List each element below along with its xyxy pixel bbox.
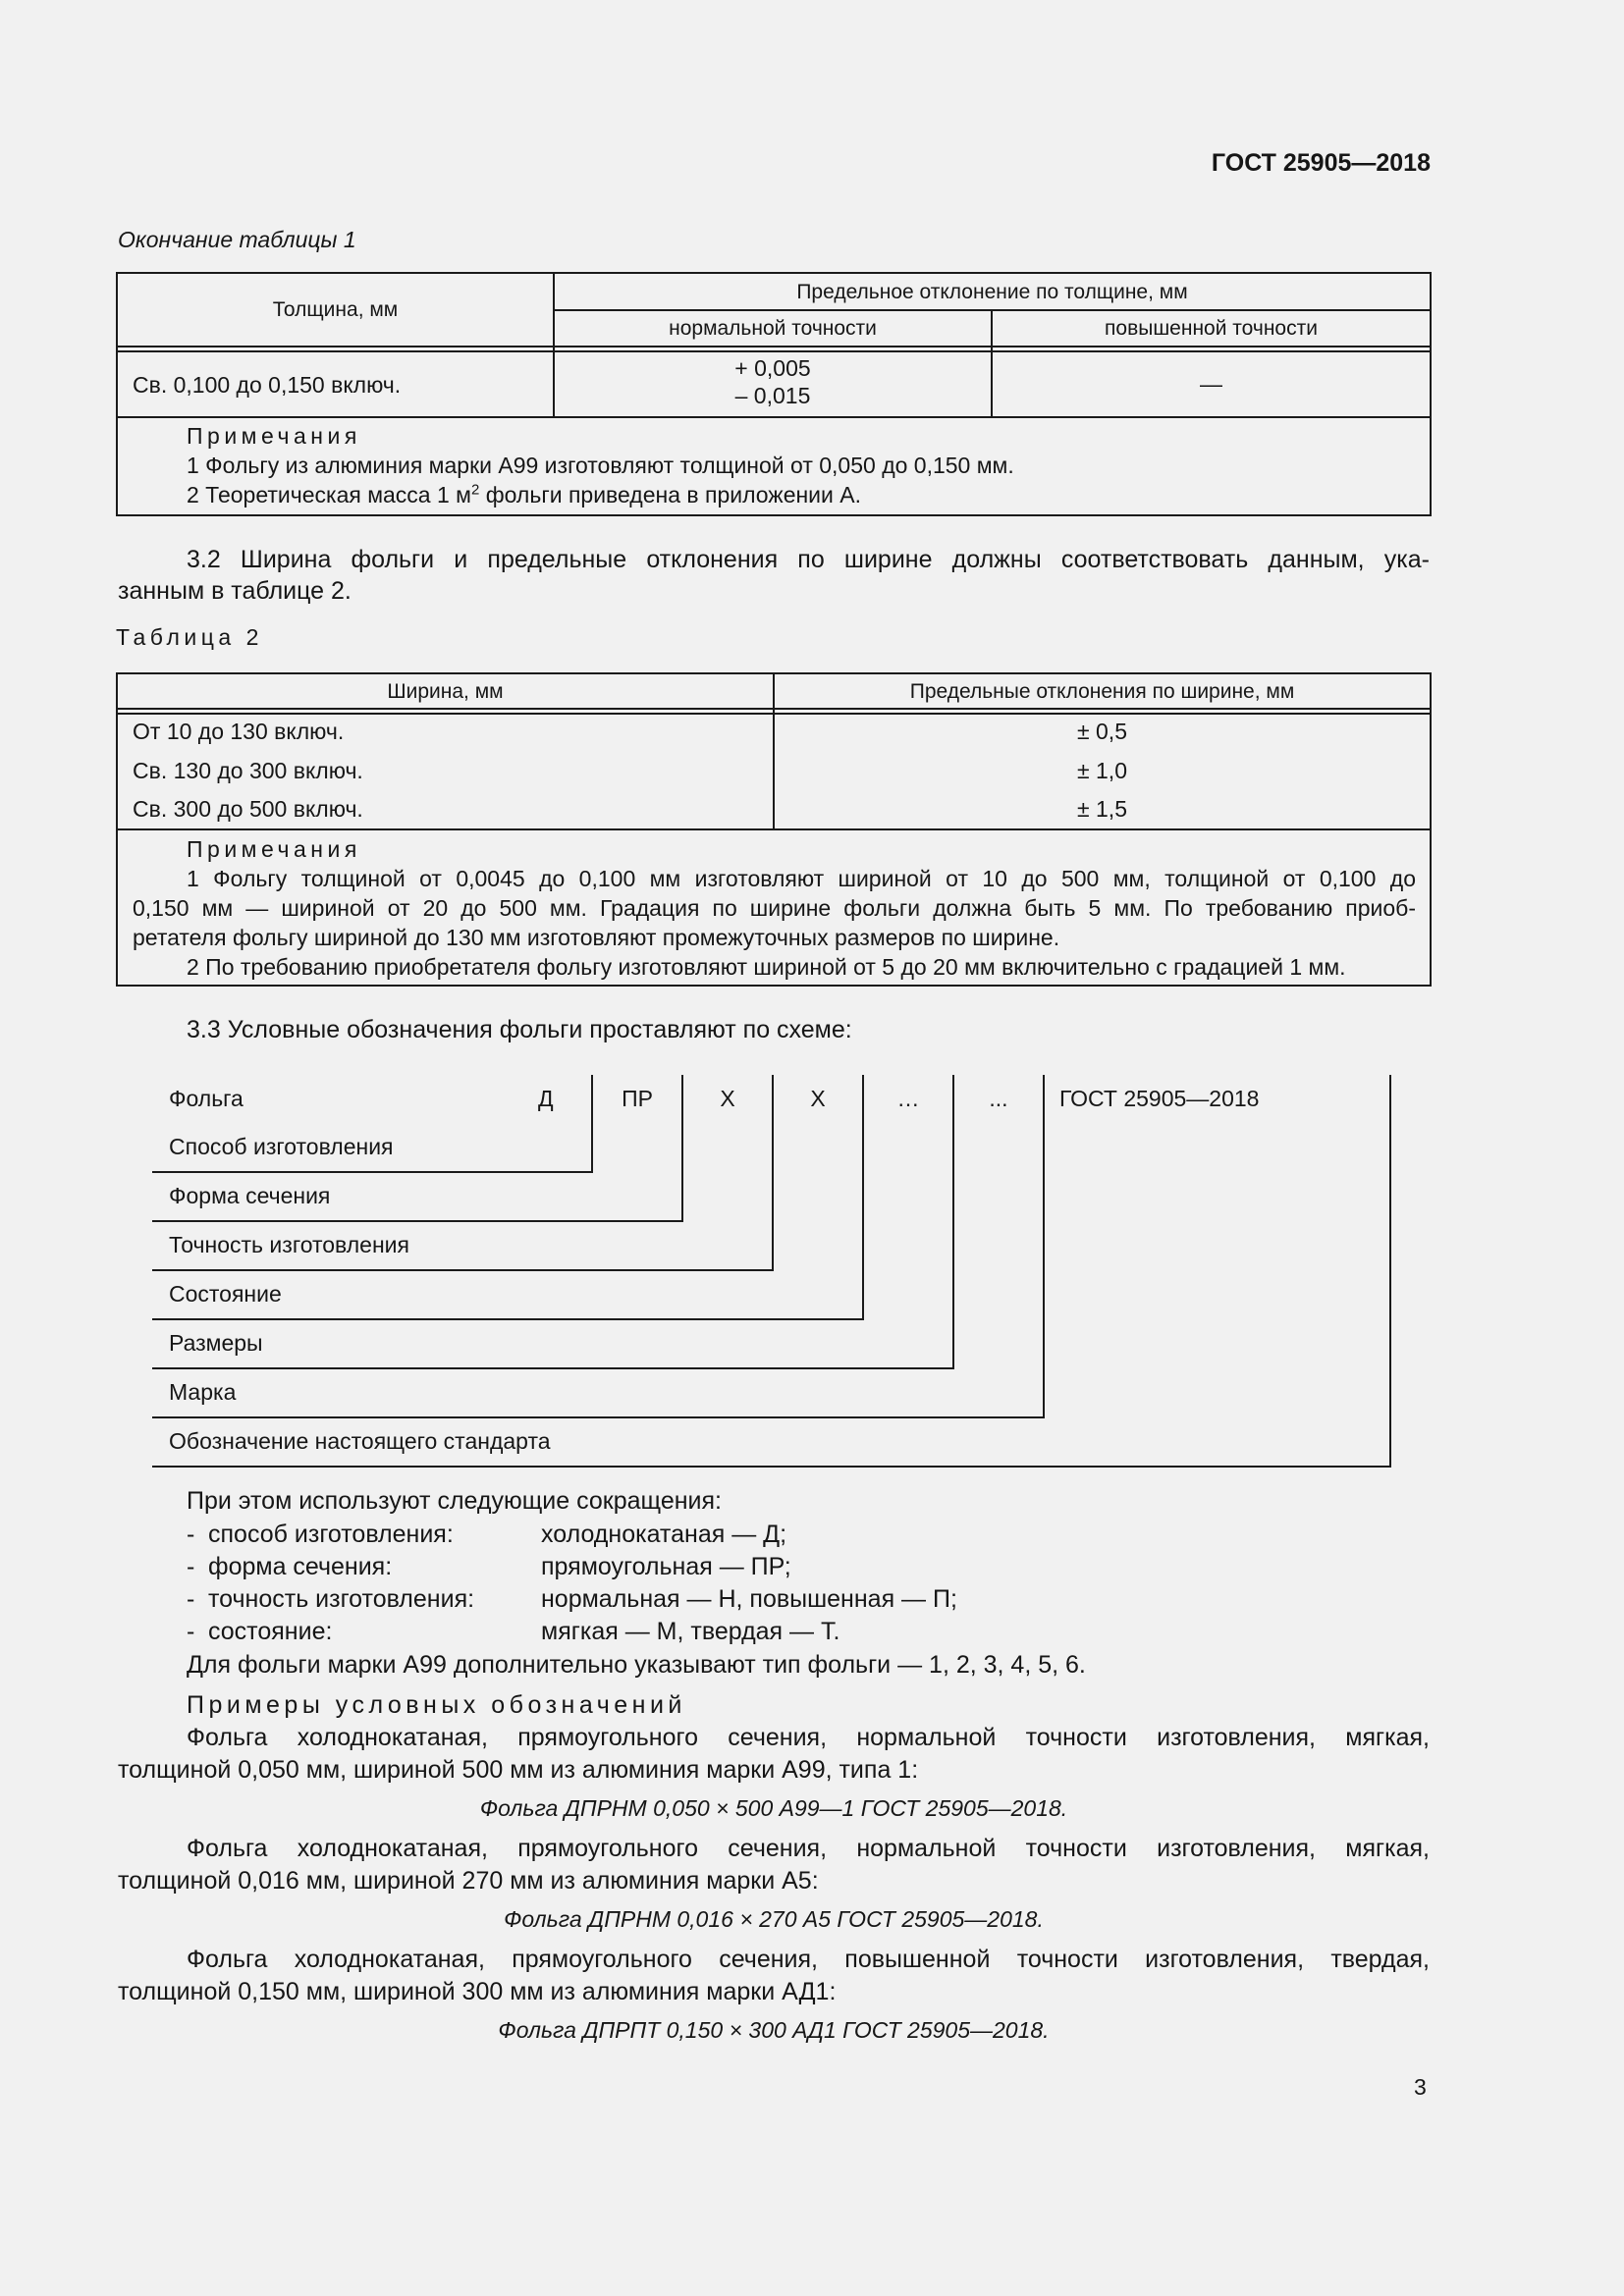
scheme-code-shape: ПР [622, 1086, 653, 1111]
abbrev-term: форма сечения: [208, 1553, 393, 1580]
table1-header-normal: нормальной точности [669, 317, 877, 340]
examples-title: Примеры условных обозначений [187, 1691, 686, 1719]
example-designation: Фольга ДПРПТ 0,150 × 300 АД1 ГОСТ 25905—2018. [498, 2017, 1050, 2043]
table1-cell-thickness: Св. 0,100 до 0,150 включ. [133, 372, 402, 398]
scheme-label-grade: Марка [169, 1379, 237, 1405]
abbrev-term: состояние: [208, 1618, 333, 1645]
abbrev-dash: - [187, 1585, 195, 1613]
table1-note-2: 2 Теоретическая масса 1 $м^2$ фольги приведена в приложении А. [187, 481, 862, 507]
table1-caption: Окончание таблицы 1 [118, 227, 356, 252]
example-designation: Фольга ДПРНМ 0,016 × 270 А5 ГОСТ 25905—2018. [504, 1906, 1044, 1932]
abbreviations-intro: При этом используют следующие сокращения: [187, 1487, 722, 1515]
abbrev-value: мягкая — М, твердая — Т. [541, 1618, 840, 1645]
abbrev-dash: - [187, 1521, 195, 1548]
table1-cell-high: — [1200, 371, 1222, 397]
abbrev-term: точность изготовления: [208, 1585, 475, 1613]
table2-caption: Таблица 2 [116, 624, 263, 650]
abbrev-dash: - [187, 1618, 195, 1645]
section-3-2-line1: 3.2 Ширина фольги и предельные отклонения по ширине должны соответствовать данным, ука- [187, 546, 1430, 573]
abbrev-dash: - [187, 1553, 195, 1580]
scheme-code-state: Х [810, 1086, 826, 1111]
table2-note-1-line1: 1 Фольгу толщиной от 0,0045 до 0,100 мм изготовляют шириной от 10 до 500 мм, толщиной от 0,100 до [187, 866, 1416, 891]
scheme-label-method: Способ изготовления [169, 1134, 394, 1159]
example-text-line1: Фольга холоднокатаная, прямоугольного сечения, повышенной точности изготовления, твердая, [187, 1946, 1430, 1973]
example-text-line2: толщиной 0,150 мм, шириной 300 мм из алюминия марки АД1: [118, 1978, 837, 2005]
scheme-word: Фольга [169, 1086, 244, 1111]
scheme-standard: ГОСТ 25905—2018 [1059, 1086, 1260, 1111]
table2-note-2: 2 По требованию приобретателя фольгу изготовляют шириной от 5 до 20 мм включительно с градацией 1 мм. [187, 954, 1346, 980]
table2-header-deviation: Предельные отклонения по ширине, мм [909, 680, 1295, 703]
table2-notes-title: Примечания [187, 836, 361, 862]
document-standard-header: ГОСТ 25905—2018 [1211, 149, 1431, 177]
section-3-2-line2: занным в таблице 2. [118, 577, 352, 605]
table2-note-1-line2: 0,150 мм — шириной от 20 до 500 мм. Градация по ширине фольги должна быть 5 мм. По требованию приоб- [133, 895, 1416, 921]
scheme-code-sizes: … [896, 1086, 920, 1111]
section-3-3-intro: 3.3 Условные обозначения фольги проставляют по схеме: [187, 1016, 852, 1043]
scheme-label-shape: Форма сечения [169, 1183, 331, 1208]
scheme-label-state: Состояние [169, 1281, 282, 1307]
page-number: 3 [1414, 2074, 1427, 2100]
table2-row-deviation: ± 1,0 [1077, 758, 1127, 783]
table1-header-high: повышенной точности [1105, 317, 1318, 340]
example-designation: Фольга ДПРНМ 0,050 × 500 А99—1 ГОСТ 25905—2018. [479, 1795, 1068, 1821]
table2-row-width: От 10 до 130 включ. [133, 719, 345, 744]
abbrev-value: нормальная — Н, повышенная — П; [541, 1585, 957, 1613]
table1-cell-normal-plus: + 0,005 [734, 355, 811, 381]
example-text-line2: толщиной 0,016 мм, шириной 270 мм из алюминия марки А5: [118, 1867, 819, 1895]
a99-type-line: Для фольги марки А99 дополнительно указывают тип фольги — 1, 2, 3, 4, 5, 6. [187, 1651, 1086, 1679]
abbrev-term: способ изготовления: [208, 1521, 454, 1548]
table1-notes-title: Примечания [187, 423, 361, 449]
scheme-label-accuracy: Точность изготовления [169, 1232, 409, 1257]
abbrev-value: прямоугольная — ПР; [541, 1553, 791, 1580]
scheme-code-grade: ... [989, 1086, 1008, 1111]
table2-row-width: Св. 300 до 500 включ. [133, 796, 363, 822]
example-text-line1: Фольга холоднокатаная, прямоугольного сечения, нормальной точности изготовления, мягкая, [187, 1724, 1430, 1751]
table1-header-thickness: Толщина, мм [272, 298, 399, 321]
scheme-code-method: Д [538, 1086, 554, 1111]
table2-row-deviation: ± 0,5 [1077, 719, 1127, 744]
example-text-line2: толщиной 0,050 мм, шириной 500 мм из алюминия марки А99, типа 1: [118, 1756, 919, 1784]
table2-row-deviation: ± 1,5 [1077, 796, 1127, 822]
table2-row-width: Св. 130 до 300 включ. [133, 758, 363, 783]
example-text-line1: Фольга холоднокатаная, прямоугольного сечения, нормальной точности изготовления, мягкая, [187, 1835, 1430, 1862]
scheme-label-sizes: Размеры [169, 1330, 263, 1356]
table2-header-width: Ширина, мм [387, 680, 504, 703]
table1-header-deviation: Предельное отклонение по толщине, мм [796, 281, 1188, 303]
table1-cell-normal-minus: – 0,015 [734, 383, 811, 408]
table2-note-1-line3: ретателя фольгу шириной до 130 мм изготовляют промежуточных размеров по ширине. [133, 925, 1060, 950]
table1-note-1: 1 Фольгу из алюминия марки А99 изготовляют толщиной от 0,050 до 0,150 мм. [187, 453, 1014, 478]
scheme-code-accuracy: Х [720, 1086, 735, 1111]
abbrev-value: холоднокатаная — Д; [541, 1521, 787, 1548]
scheme-label-standard: Обозначение настоящего стандарта [169, 1428, 551, 1454]
